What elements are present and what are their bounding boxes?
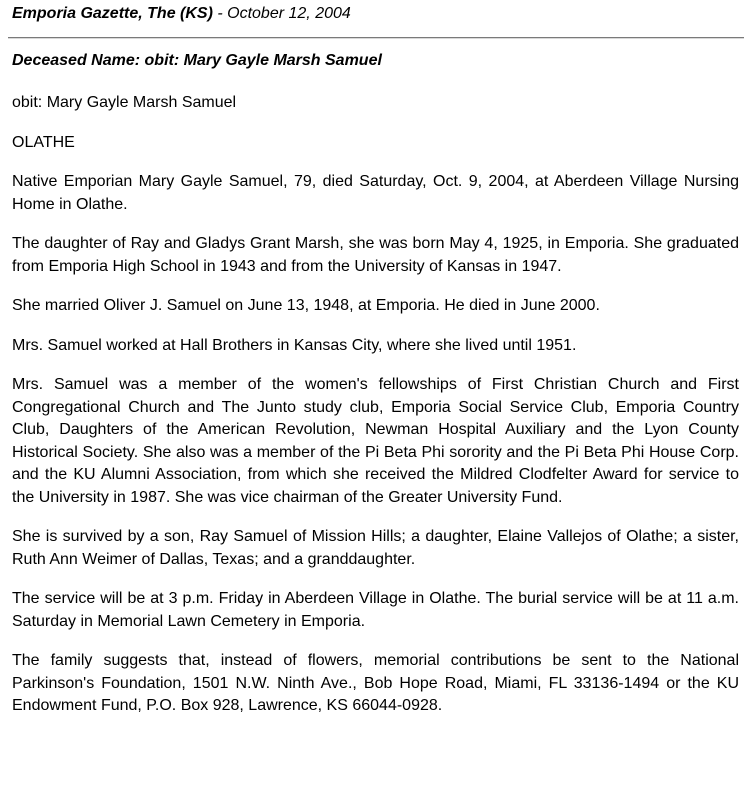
article-header xyxy=(12,5,351,23)
obituary-body xyxy=(12,92,739,735)
obituary-paragraph: She married Oliver J. Samuel on June 13, 1948, at Emporia. He died in June 2000. xyxy=(12,297,600,314)
obituary-paragraph: The family suggests that, instead of flowers, memorial contributions be sent to the National Parkinson's Foundation, 1501 N.W. Ninth Ave., Bob Hope Road, Miami, FL 33136-1494 or the KU Endowment Fund, P.O. Box 928, Lawrence, KS 66044-0928. xyxy=(12,652,739,714)
publication-name: Emporia Gazette, The (KS) xyxy=(12,5,213,22)
obituary-paragraph: obit: Mary Gayle Marsh Samuel xyxy=(12,94,237,111)
header-separator: - xyxy=(212,5,228,22)
deceased-name-heading: Deceased Name: obit: Mary Gayle Marsh Samuel xyxy=(12,52,382,69)
obituary-paragraph: She is survived by a son, Ray Samuel of Mission Hills; a daughter, Elaine Vallejos of Olathe; a sister, Ruth Ann Weimer of Dallas, Texas; and a granddaughter. xyxy=(12,528,739,568)
obituary-paragraph: Native Emporian Mary Gayle Samuel, 79, died Saturday, Oct. 9, 2004, at Aberdeen Village Nursing Home in Olathe. xyxy=(12,173,739,213)
obituary-paragraph: Mrs. Samuel was a member of the women's fellowships of First Christian Church and First Congregational Church and The Junto study club, Emporia Social Service Club, Emporia Country Club, Daughters of the American Revolution, Newman Hospital Auxiliary and the Lyon County Historical Society. She also was a member of the Pi Beta Phi sorority and the Pi Beta Phi House Corp. and the KU Alumni Association, from which she received the Mildred Clodfelter Award for service to the University in 1987. She was vice chairman of the Greater University Fund. xyxy=(12,376,739,506)
publication-date: October 12, 2004 xyxy=(227,5,351,22)
obituary-paragraph: The service will be at 3 p.m. Friday in Aberdeen Village in Olathe. The burial service will be at 11 a.m. Saturday in Memorial Lawn Cemetery in Emporia. xyxy=(12,590,739,630)
obituary-paragraph: OLATHE xyxy=(12,133,75,151)
header-divider xyxy=(8,37,744,39)
obituary-paragraph: Mrs. Samuel worked at Hall Brothers in Kansas City, where she lived until 1951. xyxy=(12,336,577,354)
obituary-paragraph: The daughter of Ray and Gladys Grant Marsh, she was born May 4, 1925, in Emporia. She graduated from Emporia High School in 1943 and from the University of Kansas in 1947. xyxy=(12,235,739,275)
